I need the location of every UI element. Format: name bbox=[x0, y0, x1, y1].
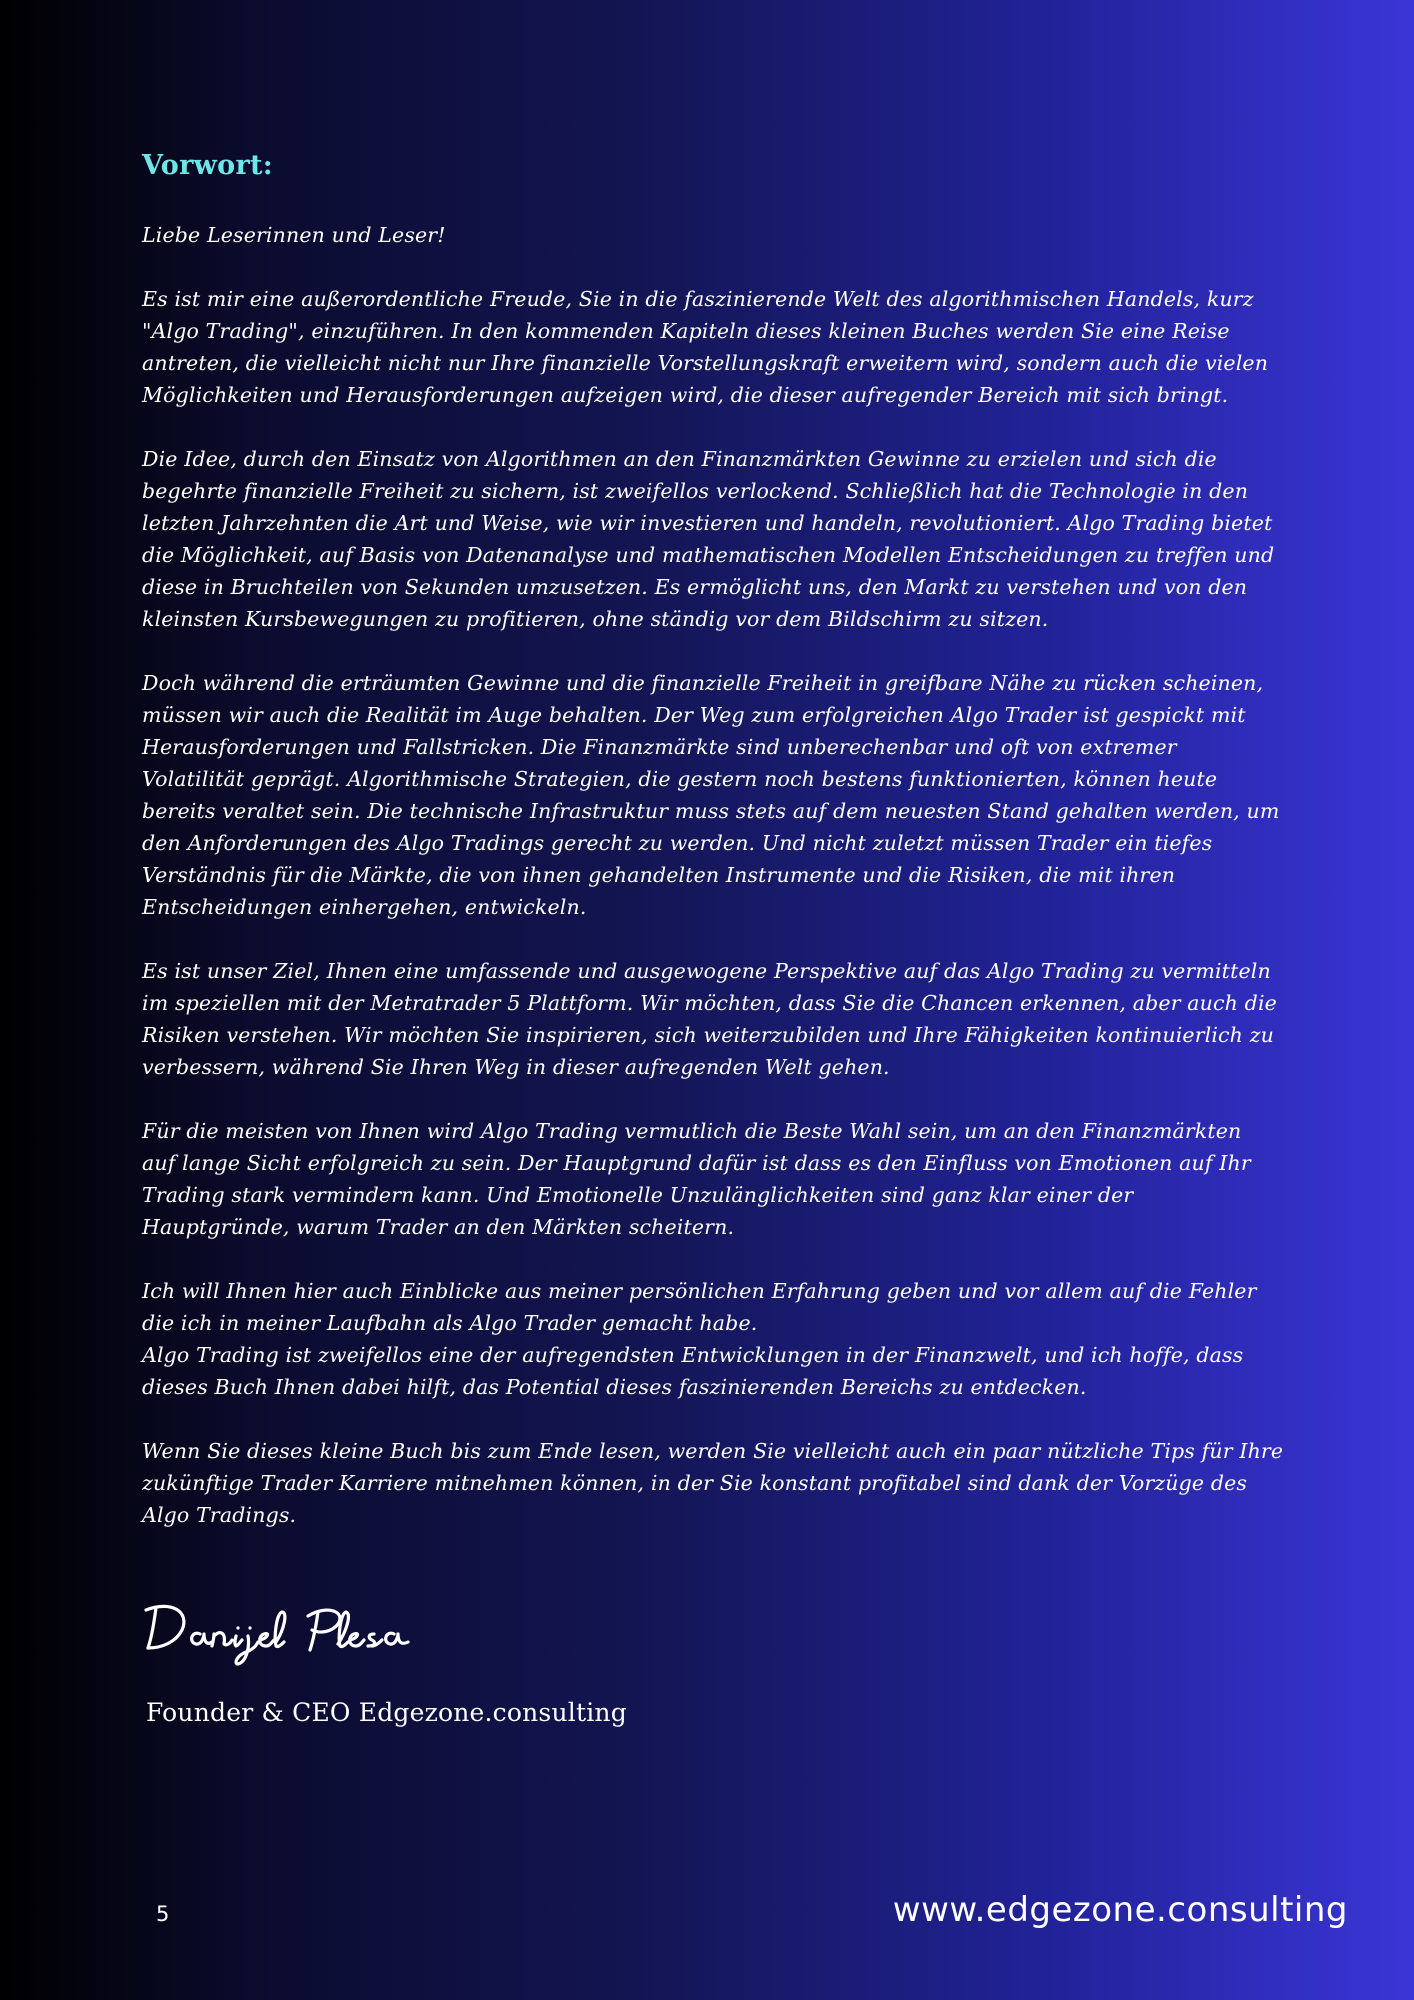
handwritten-signature bbox=[142, 1590, 442, 1670]
paragraph-greeting: Liebe Leserinnen und Leser! bbox=[142, 223, 446, 247]
paragraph-6: Ich will Ihnen hier auch Einblicke aus meiner persönlichen Erfahrung geben und vor allem auf die Fehler die ich in meiner Laufbahn als Algo Trader gemacht habe. Algo Trading ist zweifellos eine der aufregendsten Entwicklungen in der Finanzwelt, und ich hoffe, dass dieses Buch Ihnen dabei hilft, das Potential dieses faszinierenden Bereichs zu entdecken. bbox=[142, 1279, 1257, 1399]
paragraph-2: Die Idee, durch den Einsatz von Algorithmen an den Finanzmärkten Gewinne zu erzielen und sich die begehrte finanzielle Freiheit zu sichern, ist zweifellos verlockend. Schließlich hat die Technologie in den letzten Jahrzehnten die Art und Weise, wie wir investieren und handeln, revolutioniert. Algo Trading bietet die Möglichkeit, auf Basis von Datenanalyse und mathematischen Modellen Entscheidungen zu treffen und diese in Bruchteilen von Sekunden umzusetzen. Es ermöglicht uns, den Markt zu verstehen und von den kleinsten Kursbewegungen zu profitieren, ohne ständig vor dem Bildschirm zu sitzen. bbox=[142, 447, 1275, 631]
paragraph-5: Für die meisten von Ihnen wird Algo Trading vermutlich die Beste Wahl sein, um an den Finanzmärkten auf lange Sicht erfolgreich zu sein. Der Hauptgrund dafür ist dass es den Einfluss von Emotionen auf Ihr Trading stark vermindern kann. Und Emotionelle Unzulänglichkeiten sind ganz klar einer der Hauptgründe, warum Trader an den Märkten scheitern. bbox=[142, 1119, 1251, 1239]
paragraph-1: Es ist mir eine außerordentliche Freude, Sie in die faszinierende Welt des algorithmischen Handels, kurz "Algo Trading", einzuführen. In den kommenden Kapiteln dieses kleinen Buches werden Sie eine Reise antreten, die vielleicht nicht nur Ihre finanzielle Vorstellungskraft erweitern wird, sondern auch die vielen Möglichkeiten und Herausforderungen aufzeigen wird, die dieser aufregender Bereich mit sich bringt. bbox=[142, 287, 1269, 407]
paragraph-4: Es ist unser Ziel, Ihnen eine umfassende und ausgewogene Perspektive auf das Algo Trading zu vermitteln im speziellen mit der Metratrader 5 Plattform. Wir möchten, dass Sie die Chancen erkennen, aber auch die Risiken verstehen. Wir möchten Sie inspirieren, sich weiterzubilden und Ihre Fähigkeiten kontinuierlich zu verbessern, während Sie Ihren Weg in dieser aufregenden Welt gehen. bbox=[142, 959, 1277, 1079]
author-role: Founder & CEO Edgezone.consulting bbox=[146, 1698, 627, 1727]
foreword-content bbox=[142, 150, 1322, 1563]
paragraph-3: Doch während die erträumten Gewinne und die finanzielle Freiheit in greifbare Nähe zu rücken scheinen, müssen wir auch die Realität im Auge behalten. Der Weg zum erfolgreichen Algo Trader ist gespickt mit Herausforderungen und Fallstricken. Die Finanzmärkte sind unberechenbar und oft von extremer Volatilität geprägt. Algorithmische Strategien, die gestern noch bestens funktionierten, können heute bereits veraltet sein. Die technische Infrastruktur muss stets auf dem neuesten Stand gehalten werden, um den Anforderungen des Algo Tradings gerecht zu werden. Und nicht zuletzt müssen Trader ein tiefes Verständnis für die Märkte, die von ihnen gehandelten Instrumente und die Risiken, die mit ihren Entscheidungen einhergehen, entwickeln. bbox=[142, 671, 1280, 919]
website-link[interactable]: www.edgezone.consulting bbox=[892, 1890, 1348, 1930]
paragraph-7: Wenn Sie dieses kleine Buch bis zum Ende lesen, werden Sie vielleicht auch ein paar nützliche Tips für Ihre zukünftige Trader Karriere mitnehmen können, in der Sie konstant profitabel sind dank der Vorzüge des Algo Tradings. bbox=[142, 1439, 1284, 1527]
page-heading: Vorwort: bbox=[142, 150, 274, 181]
page-number: 5 bbox=[156, 1902, 170, 1926]
